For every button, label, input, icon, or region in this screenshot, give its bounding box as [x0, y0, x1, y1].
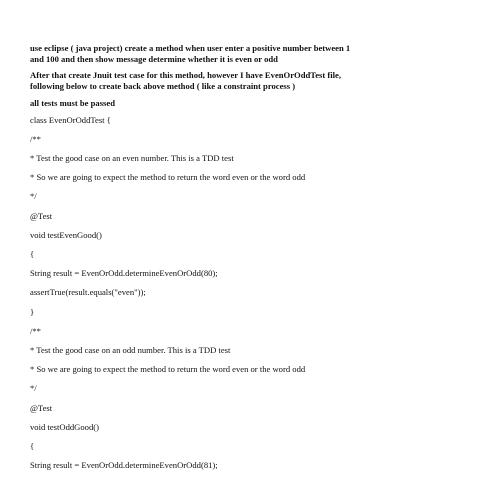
code-line: @Test	[30, 403, 53, 413]
code-line: }	[30, 307, 35, 317]
code-line: String result = EvenOrOdd.determineEvenOrOdd(80);	[30, 268, 218, 278]
code-line: */	[30, 191, 37, 201]
code-line: void testOddGood()	[30, 422, 99, 432]
question-line: and 100 and then show message determine whether it is even or odd	[30, 53, 278, 64]
code-line: {	[30, 441, 35, 451]
question-line: following below to create back above method ( like a constraint process )	[30, 80, 296, 91]
code-line: /**	[30, 326, 41, 336]
code-line: /**	[30, 134, 41, 144]
code-line: class EvenOrOddTest {	[30, 115, 111, 125]
code-line: * So we are going to expect the method to return the word even or the word odd	[30, 364, 306, 374]
code-line: */	[30, 383, 37, 393]
question-paragraph-1	[30, 43, 350, 64]
question-line: all tests must be passed	[30, 98, 115, 108]
code-line: * Test the good case on an odd number. This is a TDD test	[30, 345, 231, 355]
code-line: * Test the good case on an even number. This is a TDD test	[30, 153, 234, 163]
question-line: use eclipse ( java project) create a method when user enter a positive number between 1	[30, 43, 351, 53]
code-line: String result = EvenOrOdd.determineEvenOrOdd(81);	[30, 460, 218, 470]
question-line: After that create Jnuit test case for this method, however I have EvenOrOddTest file,	[30, 70, 342, 80]
code-line: * So we are going to expect the method to return the word even or the word odd	[30, 172, 306, 182]
code-line: assertTrue(result.equals("even"));	[30, 287, 146, 297]
code-line: void testEvenGood()	[30, 230, 102, 240]
question-paragraph-2	[30, 70, 341, 91]
question-paragraph-3	[30, 98, 115, 109]
code-line: @Test	[30, 211, 53, 221]
code-line: {	[30, 249, 35, 259]
